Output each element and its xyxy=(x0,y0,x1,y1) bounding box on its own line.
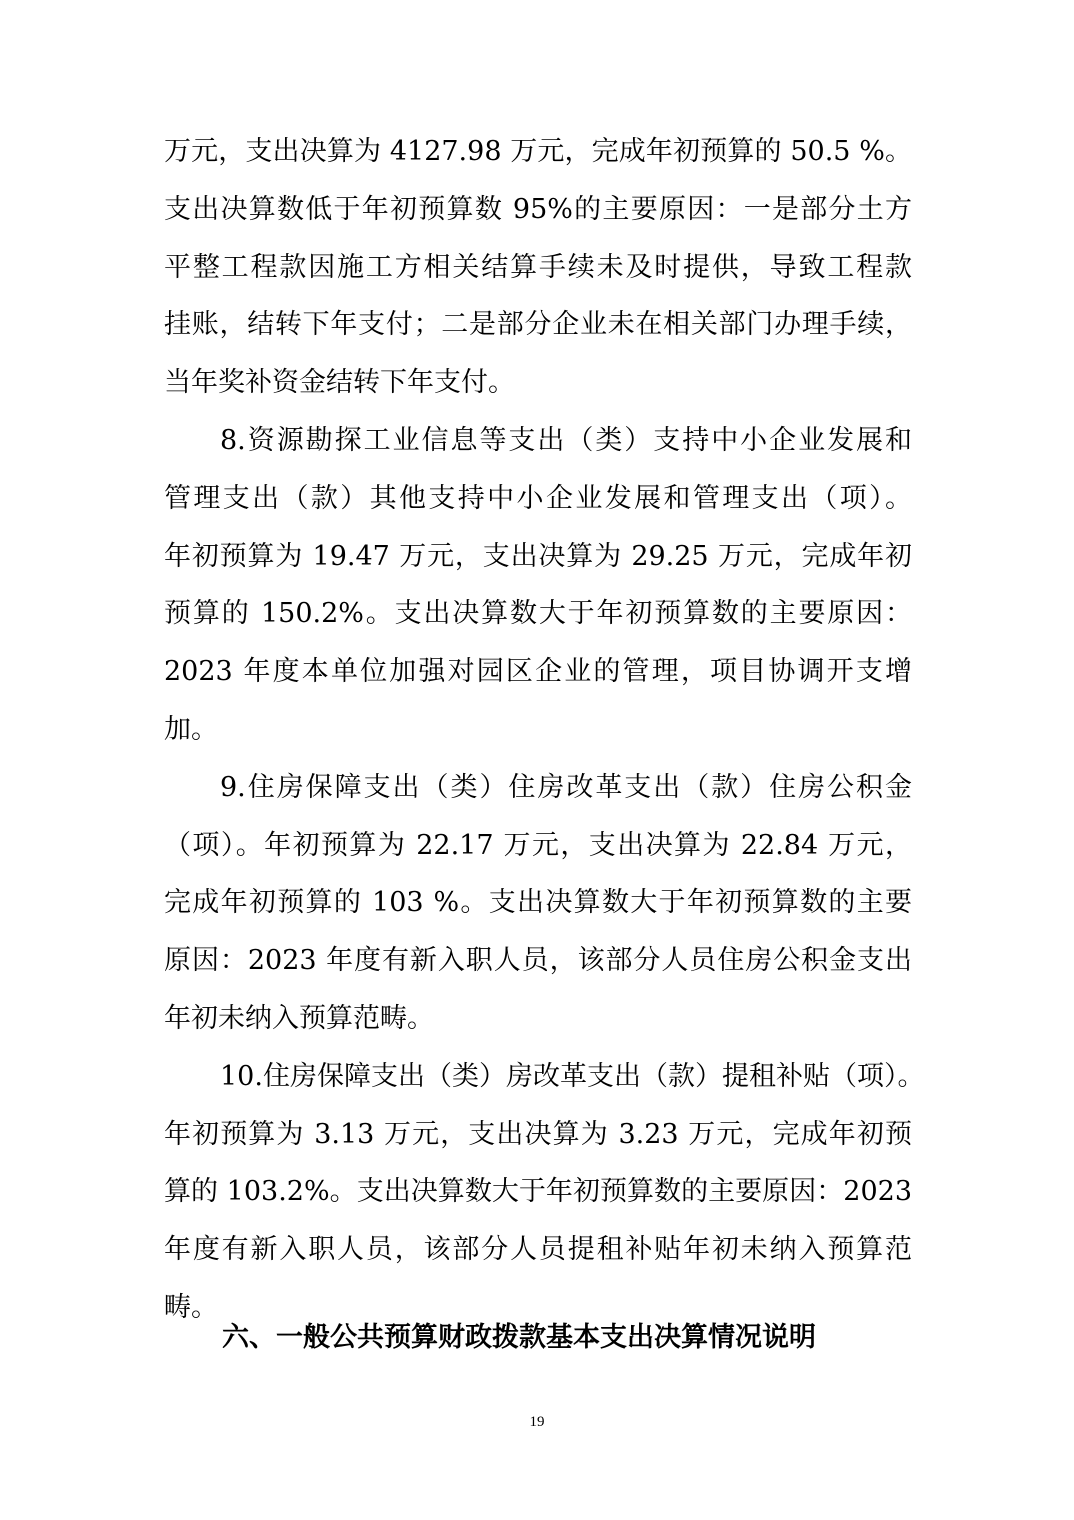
paragraph-line: 完成年初预算的 103 %。支出决算数大于年初预算数的主要 xyxy=(164,887,912,919)
paragraph-line: 8.资源勘探工业信息等支出（类）支持中小企业发展和 xyxy=(220,424,912,456)
page-number: 19 xyxy=(529,1414,545,1430)
paragraph-line: 2023 年度本单位加强对园区企业的管理，项目协调开支增 xyxy=(164,656,912,688)
paragraph-line: 10.住房保障支出（类）房改革支出（款）提租补贴（项）。 xyxy=(220,1060,925,1092)
document-body xyxy=(164,123,925,1337)
paragraph-line: 加。 xyxy=(164,713,218,745)
paragraph-line: 管理支出（款）其他支持中小企业发展和管理支出（项）。 xyxy=(164,482,912,514)
paragraph-line: 万元，支出决算为 4127.98 万元，完成年初预算的 50.5 %。 xyxy=(164,136,912,167)
section-heading: 六、一般公共预算财政拨款基本支出决算情况说明 xyxy=(222,1322,816,1353)
paragraph-line: 挂账，结转下年支付；二是部分企业未在相关部门办理手续， xyxy=(164,309,912,341)
paragraph-line: 年初预算为 3.13 万元，支出决算为 3.23 万元，完成年初预 xyxy=(164,1118,912,1150)
paragraph-line: 算的 103.2%。支出决算数大于年初预算数的主要原因：2023 xyxy=(164,1176,912,1208)
paragraph-line: 平整工程款因施工方相关结算手续未及时提供，导致工程款 xyxy=(164,251,912,283)
paragraph-line: 畴。 xyxy=(164,1291,218,1323)
paragraph-line: （项）。年初预算为 22.17 万元，支出决算为 22.84 万元， xyxy=(164,829,912,861)
paragraph-line: 当年奖补资金结转下年支付。 xyxy=(164,367,515,399)
paragraph-line: 年初未纳入预算范畴。 xyxy=(164,1002,434,1034)
paragraph-line: 年度有新入职人员，该部分人员提租补贴年初未纳入预算范 xyxy=(164,1234,912,1266)
paragraph-line: 原因：2023 年度有新入职人员，该部分人员住房公积金支出 xyxy=(164,945,912,977)
paragraph-line: 9.住房保障支出（类）住房改革支出（款）住房公积金 xyxy=(220,771,912,803)
paragraph-line: 支出决算数低于年初预算数 95%的主要原因：一是部分土方 xyxy=(164,193,912,225)
paragraph-line: 年初预算为 19.47 万元，支出决算为 29.25 万元，完成年初 xyxy=(164,540,912,572)
paragraph-line: 预算的 150.2%。支出决算数大于年初预算数的主要原因： xyxy=(164,598,912,630)
